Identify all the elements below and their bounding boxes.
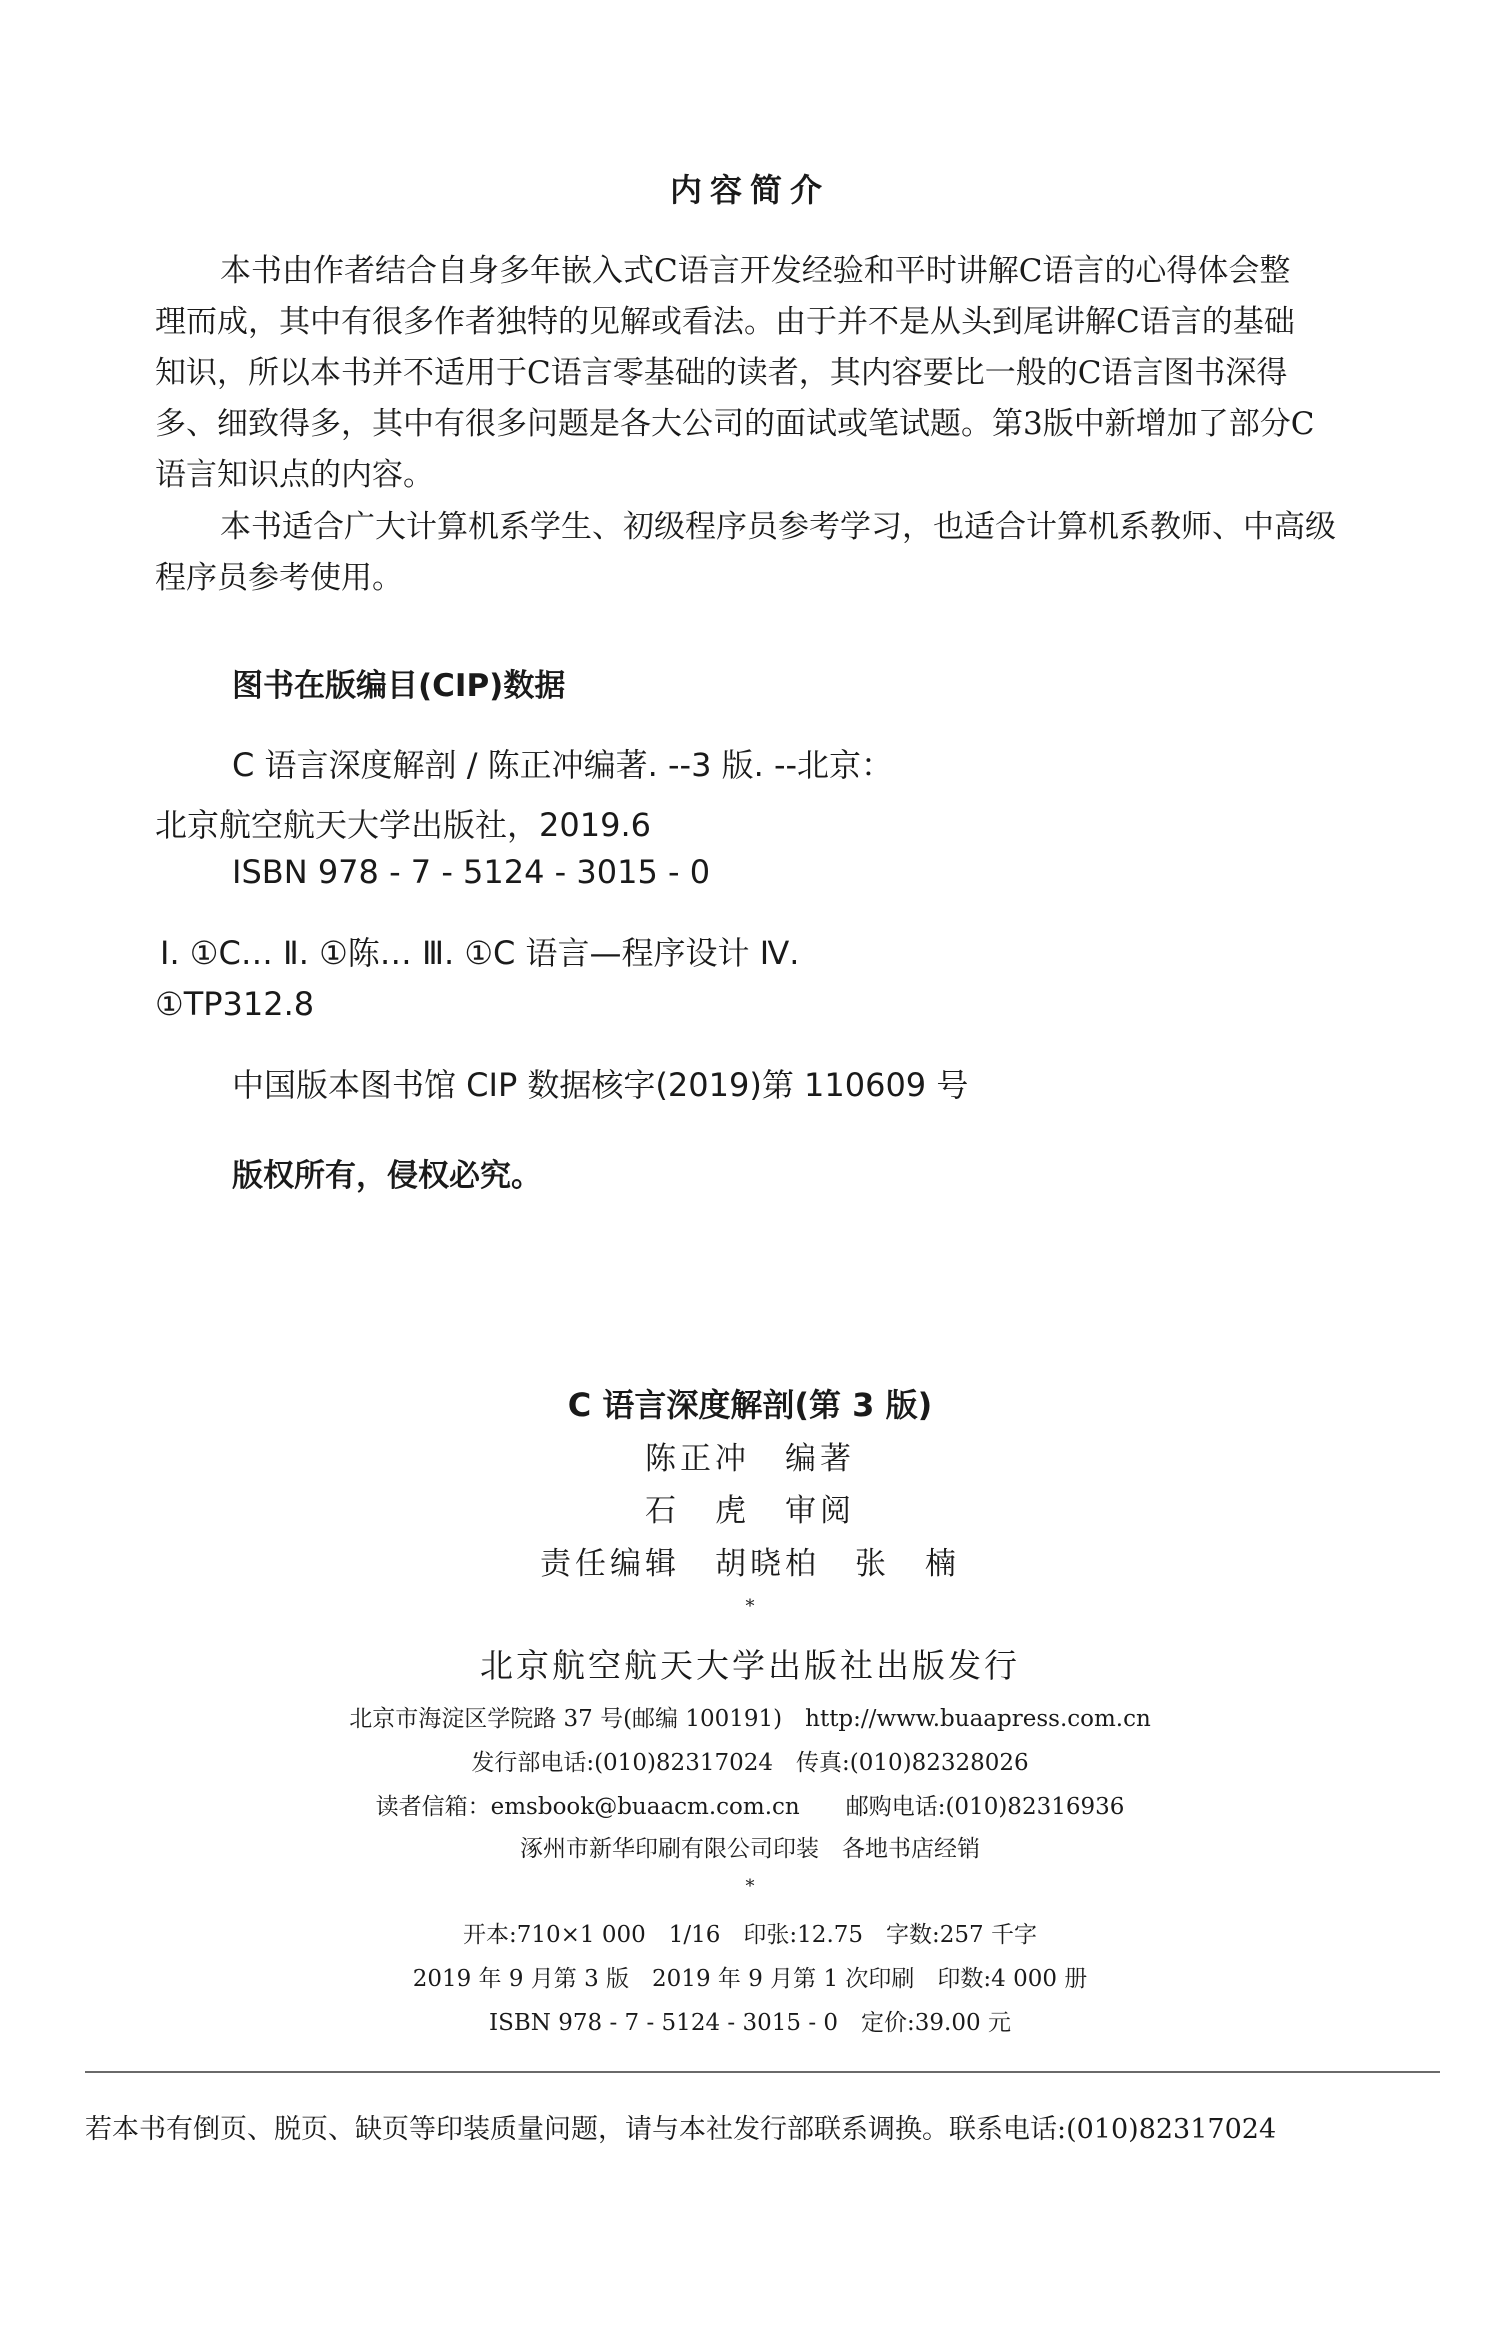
colophon-format: 开本:710×1 000 1/16 印张:12.75 字数:257 千字 (463, 1922, 1037, 1948)
intro-p1-line: 语言知识点的内容。 (155, 457, 434, 493)
cip-line-2: 北京航空航天大学出版社，2019.6 (155, 806, 651, 844)
colophon-isbn-price: ISBN 978 - 7 - 5124 - 3015 - 0 定价:39.00 元 (489, 2010, 1011, 2036)
intro-p1-line: 理而成，其中有很多作者独特的见解或看法。由于并不是从头到尾讲解C语言的基础 (155, 304, 1295, 340)
intro-paragraph-2 (155, 502, 1360, 604)
colophon-publisher: 北京航空航天大学出版社出版发行 (480, 1646, 1020, 1685)
intro-paragraph-1 (155, 246, 1360, 501)
colophon-book-title: C 语言深度解剖(第 3 版) (567, 1386, 933, 1424)
intro-p1-line: 本书由作者结合自身多年嵌入式C语言开发经验和平时讲解C语言的心得体会整 (220, 253, 1291, 289)
cip-line-6: 中国版本图书馆 CIP 数据核字(2019)第 110609 号 (232, 1066, 969, 1104)
colophon-edition: 2019 年 9 月第 3 版 2019 年 9 月第 1 次印刷 印数:4 000 册 (412, 1966, 1088, 1992)
cip-line-1: C 语言深度解剖 / 陈正冲编著. --3 版. --北京： (232, 746, 894, 784)
copyright-notice: 版权所有，侵权必究。 (232, 1158, 542, 1194)
colophon-editors: 责任编辑 胡晓柏 张 楠 (540, 1546, 960, 1582)
colophon-phones: 发行部电话:(010)82317024 传真:(010)82328026 (471, 1750, 1029, 1776)
colophon-star-separator: * (745, 1596, 755, 1617)
colophon-address: 北京市海淀区学院路 37 号(邮编 100191) http://www.buaapress.com.cn (349, 1706, 1151, 1732)
cip-line-5: ①TP312.8 (155, 985, 315, 1023)
cip-line-4: Ⅰ. ①C… Ⅱ. ①陈… Ⅲ. ①C 语言—程序设计 Ⅳ. (160, 934, 800, 972)
intro-title: 内容简介 (669, 171, 830, 209)
colophon-star-separator-2: * (745, 1876, 755, 1897)
intro-p2-line: 程序员参考使用。 (155, 560, 403, 596)
cip-title: 图书在版编目(CIP)数据 (232, 668, 566, 704)
intro-p1-line: 知识，所以本书并不适用于C语言零基础的读者，其内容要比一般的C语言图书深得 (155, 355, 1288, 391)
intro-p2-line: 本书适合广大计算机系学生、初级程序员参考学习，也适合计算机系教师、中高级 (220, 509, 1336, 545)
colophon-email: 读者信箱：emsbook@buaacm.com.cn 邮购电话:(010)82316936 (375, 1794, 1125, 1820)
colophon-reviewer: 石 虎 审阅 (645, 1493, 855, 1529)
colophon-author: 陈正冲 编著 (645, 1441, 855, 1477)
colophon-printer: 涿州市新华印刷有限公司印装 各地书店经销 (520, 1836, 980, 1862)
cip-line-3: ISBN 978 - 7 - 5124 - 3015 - 0 (232, 853, 711, 891)
footer-divider (85, 2071, 1440, 2073)
intro-p1-line: 多、细致得多，其中有很多问题是各大公司的面试或笔试题。第3版中新增加了部分C (155, 406, 1315, 442)
footer-note: 若本书有倒页、脱页、缺页等印装质量问题，请与本社发行部联系调换。联系电话:(010)82317024 (85, 2114, 1277, 2145)
